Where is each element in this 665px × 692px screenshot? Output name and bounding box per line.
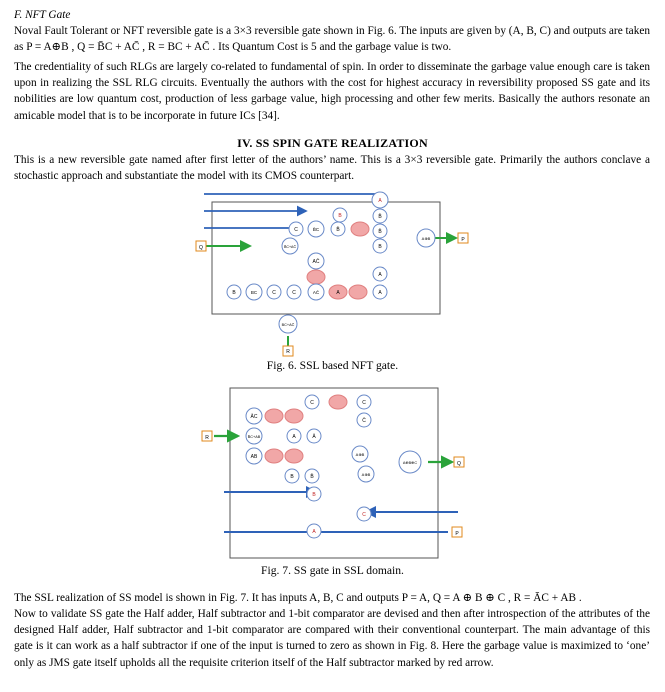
fig6-node-bc-label: BC: [250, 290, 258, 295]
fig6-node-bcp-label: B̄C+AC̄: [283, 245, 297, 249]
fig6-node-b1-label: B: [338, 213, 342, 219]
section-f-paragraph-1: Noval Fault Tolerant or NFT reversible gate is a 3×3 reversible gate shown in Fig. 6. The inputs are given by (A, B, C) and outputs are taken as P = A⊕B , Q = B̄C + AC̄ , R = BC + AC̄ . Its Quantum Cost is 5 and the garbage value is two.: [14, 25, 650, 54]
fig6-node-b2-label: B: [378, 244, 382, 250]
fig6-node-a3-label: A: [378, 290, 382, 296]
fig7-node-b-bar-label: B̄: [310, 474, 314, 480]
fig7-node-apbpc-label: A⊕B⊕C: [402, 461, 418, 465]
fig6-node-b-bar3-label: B̄: [378, 229, 382, 235]
fig6-node-b-bar1-label: B̄: [336, 227, 340, 233]
fig7-caption: Fig. 7. SS gate in SSL domain.: [261, 564, 404, 577]
fig7-node-bc-ab-label: B̄C+AB: [247, 435, 261, 439]
fig7-red-disc-3: [265, 449, 283, 463]
fig6-p-label: P: [461, 237, 465, 243]
fig6-node-apb-label: A⊕B: [421, 236, 431, 241]
fig7-node-c-bar-label: C̄: [362, 418, 366, 424]
fig7-node-b1-label: B: [290, 474, 294, 480]
fig6-r-label: R: [286, 349, 290, 355]
fig6-frame: [212, 202, 440, 314]
fig6-node-ac-bar-label: AC̄: [312, 259, 320, 265]
fig6-diagram: [190, 186, 480, 358]
fig7-node-c2-label: C: [362, 400, 366, 406]
fig7-node-c1-label: C: [310, 400, 314, 406]
fig6-node-a2-label: A: [378, 272, 382, 278]
closing-paragraph-2: Now to validate SS gate the Half adder, Half subtractor and 1-bit comparator are devised and then after introspection of the attributes of the designed Half adder, Half subtractor and 1-bit comparator are compared with their conventional counterpart. The main advantage of this gate is it can work as a half subtractor if one of the input is turned to zero as shown in Fig. 8. Here the garbage value is maximized to ‘one’ only as JMS gate itself upholds all the requisite criterion itself of the Half subtractor marked by red arrow.: [14, 608, 650, 669]
fig7-red-disc-4: [285, 449, 303, 463]
section-iv-paragraph-1: This is a new reversible gate named after first letter of the authors’ name. This is a 3×3 reversible gate. Primarily the authors conclave a stochastic approach and substantiate the model with its CMOS counterpart.: [14, 154, 650, 183]
fig7-node-a-bar-label: Ā: [312, 434, 316, 440]
fig7-q-label: Q: [457, 461, 461, 467]
fig6-node-ac-bar2-label: AC̄: [312, 290, 320, 295]
fig6-node-c3-label: C: [292, 290, 296, 296]
fig7-node-ac-bar-label: ĀC: [250, 414, 258, 420]
fig7-r-label: R: [205, 435, 209, 441]
fig6-node-a4-label: A: [336, 290, 340, 296]
fig6-node-c1-label: C: [294, 227, 298, 233]
fig7-p-label: P: [455, 531, 459, 537]
fig7-node-c3-label: C: [362, 512, 366, 518]
fig6-node-b-bar2-label: B̄: [378, 214, 382, 220]
fig7-node-b2-label: B: [312, 492, 316, 498]
section-f-heading: F. NFT Gate: [14, 9, 71, 21]
fig7-node-apb-label: A⊕B: [355, 452, 365, 457]
fig7-red-disc-2: [285, 409, 303, 423]
fig6-q-label: Q: [199, 245, 203, 251]
fig7-node-apb-bar-label: A⊕B: [361, 472, 371, 477]
fig7-node-a1-label: A: [292, 434, 296, 440]
fig6-node-b3-label: B: [232, 290, 236, 296]
fig6-node-a1-label: A: [378, 198, 382, 204]
fig6-node-c2-label: C: [272, 290, 276, 296]
fig6-node-bc-bar-label: B̄C: [312, 227, 320, 232]
fig6-caption: Fig. 6. SSL based NFT gate.: [266, 359, 399, 372]
section-iv-title: IV. SS SPIN GATE REALIZATION: [237, 136, 428, 150]
fig7-red-disc-1: [265, 409, 283, 423]
fig7-node-ab-label: AB: [250, 454, 258, 460]
fig6-node-r-expr-label: BC+AC̄: [281, 323, 295, 327]
closing-paragraph-1: The SSL realization of SS model is shown in Fig. 7. It has inputs A, B, C and outputs P = A, Q = A ⊕ B ⊕ C , R = ĀC + AB .: [14, 592, 582, 604]
fig6-red-disc-1: [351, 222, 369, 236]
fig6-red-disc-4: [349, 285, 367, 299]
fig7-diagram: [196, 384, 472, 562]
fig7-red-disc-5: [329, 395, 347, 409]
fig7-node-a2-label: A: [312, 529, 316, 535]
section-f-paragraph-2: The credentiality of such RLGs are largely co-related to fundamental of spin. In order to disseminate the garbage value enough care is taken upon in realizing the SSL RLG circuits. Eventually the authors with the cost for highest accuracy in reversibility proposed SS gate and its nobilities are low quantum cost, production of less garbage value, high processing and other few merits. Basically the authors resonate an amicable model that is to be incorporate in future ICs [34].: [14, 61, 650, 122]
fig6-red-disc-2: [307, 270, 325, 284]
